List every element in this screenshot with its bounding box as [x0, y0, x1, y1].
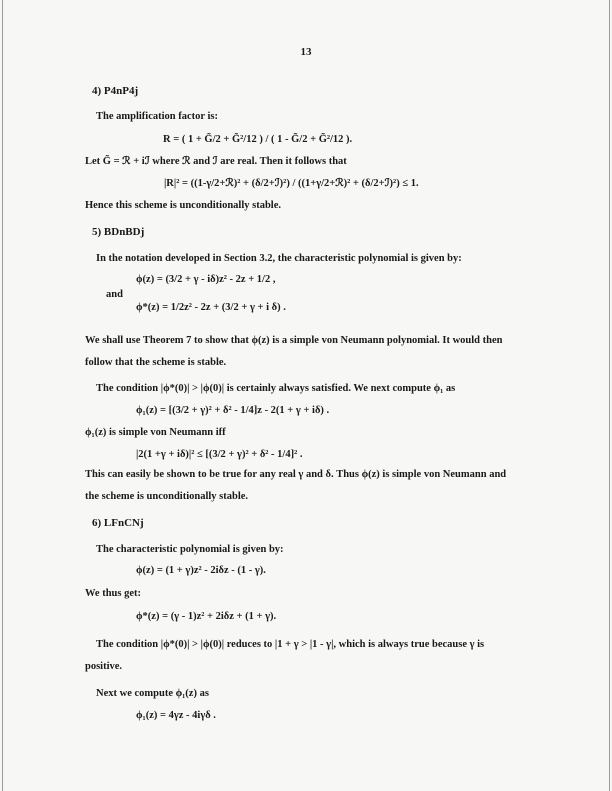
text-line: Hence this scheme is unconditionally stable.	[85, 200, 282, 211]
equation-line: ϕ₁(z) = 4γz - 4iγδ .	[136, 710, 216, 721]
text-line: the scheme is unconditionally stable.	[85, 491, 249, 502]
text-line: follow that the scheme is stable.	[85, 357, 227, 368]
equation-line: |R|² = ((1-γ/2+ℛ)² + (δ/2+ℐ)²) / ((1+γ/2+ℛ)² + (δ/2+ℐ)²) ≤ 1.	[164, 178, 419, 189]
section-heading: 6) LFnCNj	[92, 517, 144, 529]
text-line: positive.	[85, 661, 123, 672]
text-line: In the notation developed in Section 3.2, the characteristic polynomial is given by:	[96, 253, 462, 264]
equation-line: ϕ*(z) = (γ - 1)z² + 2iδz + (1 + γ).	[136, 611, 277, 622]
text-line: The condition |ϕ*(0)| > |ϕ(0)| is certainly always satisfied. We next compute ϕ₁ as	[96, 383, 456, 394]
section-heading: 4) P4nP4j	[92, 85, 139, 97]
text-line: We shall use Theorem 7 to show that ϕ(z) is a simple von Neumann polynomial. It would then	[85, 335, 503, 346]
text-line: The characteristic polynomial is given by:	[96, 544, 284, 555]
equation-line: |2(1 +γ + iδ)|² ≤ [(3/2 + γ)² + δ² - 1/4]² .	[136, 449, 303, 460]
equation-line: ϕ(z) = (1 + γ)z² - 2iδz - (1 - γ).	[136, 565, 266, 576]
text-line: The amplification factor is:	[96, 111, 219, 122]
equation-line: ϕ*(z) = 1/2z² - 2z + (3/2 + γ + i δ) .	[136, 302, 286, 313]
page-number: 13	[300, 46, 312, 58]
text-line: ϕ₁(z) is simple von Neumann iff	[85, 427, 226, 438]
left-scan-edge	[2, 0, 3, 791]
text-line: We thus get:	[85, 588, 141, 599]
right-scan-edge	[609, 0, 610, 791]
text-line: This can easily be shown to be true for any real γ and δ. Thus ϕ(z) is simple von Neumann and	[85, 469, 507, 480]
text-line: and	[106, 289, 123, 300]
text-line: The condition |ϕ*(0)| > |ϕ(0)| reduces to |1 + γ > |1 - γ|, which is always true because γ is	[96, 639, 485, 650]
text-line: Next we compute ϕ₁(z) as	[96, 688, 209, 699]
equation-line: ϕ(z) = (3/2 + γ - iδ)z² - 2z + 1/2 ,	[136, 274, 276, 285]
section-heading: 5) BDnBDj	[92, 226, 145, 238]
text-line: Let G̃ = ℛ + iℐ where ℛ and ℐ are real. Then it follows that	[85, 156, 347, 167]
equation-line: R = ( 1 + G̃/2 + G̃²/12 ) / ( 1 - G̃/2 + G̃²/12 ).	[163, 134, 353, 145]
equation-line: ϕ₁(z) = [(3/2 + γ)² + δ² - 1/4]z - 2(1 + γ + iδ) .	[136, 405, 330, 416]
